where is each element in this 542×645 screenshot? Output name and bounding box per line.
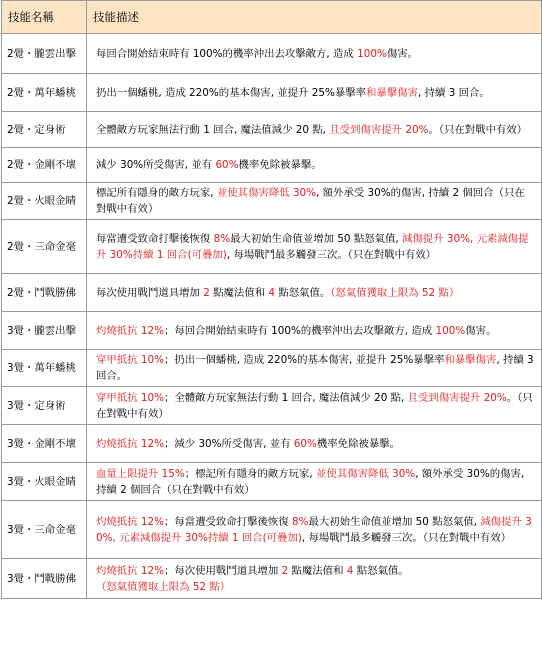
header-skill-name: 技能名稱 — [2, 1, 87, 34]
highlighted-text: 灼燒抵抗 12% — [96, 324, 164, 337]
skill-description-cell — [87, 387, 542, 425]
description-text: 每回合開始結束時有 100%的機率沖出去攻擊敵方, 造成 — [96, 47, 358, 60]
highlighted-text: 2 — [281, 564, 289, 577]
skill-name-cell: 3覺・朧雲出擊 — [2, 312, 87, 350]
table-row — [2, 463, 542, 501]
skill-name-cell: 3覺・火眼金睛 — [2, 463, 87, 501]
skill-name-cell: 2覺・三命金毫 — [2, 220, 87, 274]
table-row — [2, 501, 542, 559]
description-text: 傷害。 — [465, 324, 497, 337]
description-text: 。（只在對戰中有效） — [428, 123, 528, 136]
highlighted-text: 且受到傷害提升 20% — [407, 391, 507, 404]
highlighted-text: 60% — [215, 159, 239, 171]
table-row — [2, 148, 542, 183]
highlighted-text: 血量上限提升 15% — [96, 467, 185, 480]
description-text: , 額外承受 30%的傷害, 持續 2 個回合（只在對戰中有效） — [96, 467, 525, 496]
highlighted-text: 減傷提升 30%, 元素減傷提升 30%持續 1 回合(可疊加) — [96, 232, 529, 261]
description-text: 每當遭受致命打擊後恢復 — [96, 232, 214, 245]
skill-description-cell — [87, 34, 542, 74]
highlighted-text: 和暴擊傷害 — [444, 354, 497, 366]
skill-description-cell — [87, 501, 542, 559]
description-text: 。（只在對戰中有效） — [96, 391, 533, 420]
highlighted-text: 100% — [357, 47, 387, 60]
highlighted-text: 8% — [291, 515, 309, 528]
table-row — [2, 350, 542, 387]
skill-description-cell — [87, 148, 542, 183]
skill-name-cell: 3覺・萬年蟠桃 — [2, 350, 87, 387]
skill-name-cell: 3覺・三命金毫 — [2, 501, 87, 559]
skill-description-cell — [87, 274, 542, 312]
skill-name-cell: 2覺・定身術 — [2, 112, 87, 148]
description-text: 標記所有隱身的敵方玩家, — [96, 187, 217, 199]
description-text: ；減少 30%所受傷害, 並有 — [163, 437, 294, 450]
highlighted-text: 並使其傷害降低 30% — [316, 467, 416, 480]
table-row — [2, 34, 542, 74]
skill-description-cell — [87, 559, 542, 599]
table-row — [2, 559, 542, 599]
skill-description-cell — [87, 74, 542, 112]
highlighted-text: 穿甲抵抗 10% — [96, 391, 164, 404]
highlighted-text: 2 — [203, 286, 210, 299]
description-text: 傷害。 — [386, 47, 419, 60]
highlighted-text: 4 — [268, 286, 276, 299]
table-row — [2, 312, 542, 350]
table-row — [2, 183, 542, 220]
highlighted-text: 減傷提升 30%, 元素減傷提升 30%持續 1 回合(可疊加) — [96, 515, 532, 544]
skill-description-cell — [87, 183, 542, 220]
description-text: 扔出一個蟠桃, 造成 220%的基本傷害, 並提升 25%暴擊率 — [96, 86, 367, 99]
description-text: , 每場戰鬥最多觸發三次。（只在對戰中有效） — [226, 248, 437, 261]
highlighted-text: 100% — [435, 324, 466, 337]
description-text: 點怒氣值。 — [353, 564, 409, 577]
table-row — [2, 387, 542, 425]
highlighted-text: 8% — [213, 232, 231, 245]
description-text: ；每次使用戰鬥道具增加 — [163, 564, 282, 577]
description-text: 點魔法值和 — [288, 564, 347, 577]
description-text: 全體敵方玩家無法行動 1 回合, 魔法值減少 20 點, — [96, 123, 330, 136]
highlighted-text: （怒氣值獲取上限為 52 點） — [96, 580, 231, 593]
skill-description-cell — [87, 463, 542, 501]
description-text: 點魔法值和 — [209, 286, 269, 299]
description-text: , 持續 3 回合。 — [418, 86, 490, 99]
skill-name-cell: 3覺・鬥戰勝佛 — [2, 559, 87, 599]
skill-name-cell: 2覺・萬年蟠桃 — [2, 74, 87, 112]
description-text: , 額外承受 30%的傷害, 持續 2 個回合（只在對戰中有效） — [96, 187, 525, 215]
description-text: ；標記所有隱身的敵方玩家, — [184, 467, 317, 480]
skill-description-cell — [87, 350, 542, 387]
description-text: 每次使用戰鬥道具增加 — [96, 286, 204, 299]
highlighted-text: （怒氣值獲取上限為 52 點） — [330, 286, 460, 299]
description-text: ；扔出一個蟠桃, 造成 220%的基本傷害, 並提升 25%暴擊率 — [163, 354, 445, 366]
skill-description-cell — [87, 112, 542, 148]
skill-description-cell — [87, 220, 542, 274]
header-skill-description: 技能描述 — [87, 1, 542, 34]
highlighted-text: 且受到傷害提升 20% — [329, 123, 429, 136]
skill-name-cell: 3覺・定身術 — [2, 387, 87, 425]
table-row — [2, 220, 542, 274]
highlighted-text: 灼燒抵抗 12% — [96, 564, 164, 577]
description-text: 機率免除被暴擊。 — [316, 437, 401, 450]
skill-name-cell: 2覺・鬥戰勝佛 — [2, 274, 87, 312]
skill-name-cell: 2覺・火眼金睛 — [2, 183, 87, 220]
description-text: 減少 30%所受傷害, 並有 — [96, 159, 216, 171]
description-text: ；每當遭受致命打擊後恢復 — [163, 515, 292, 528]
description-text: , 持續 3 回合。 — [96, 354, 534, 382]
skill-description-cell — [87, 312, 542, 350]
skill-name-cell: 2覺・朧雲出擊 — [2, 34, 87, 74]
description-text: , 每場戰鬥最多觸發三次。（只在對戰中有效） — [301, 531, 512, 544]
highlighted-text: 灼燒抵抗 12% — [96, 515, 164, 528]
header-row — [2, 1, 542, 34]
skill-name-cell: 2覺・金剛不壞 — [2, 148, 87, 183]
skills-table-body — [2, 34, 542, 599]
description-text: 最大初始生命值並增加 50 點怒氣值, — [230, 232, 402, 245]
table-row — [2, 274, 542, 312]
description-text: 機率免除被暴擊。 — [238, 159, 322, 171]
description-text: 點怒氣值。 — [275, 286, 331, 299]
highlighted-text: 並使其傷害降低 30% — [216, 187, 317, 199]
highlighted-text: 60% — [293, 437, 317, 450]
table-row — [2, 425, 542, 463]
table-row — [2, 74, 542, 112]
highlighted-text: 穿甲抵抗 10% — [96, 354, 164, 366]
skills-table — [1, 0, 542, 599]
skill-name-cell: 3覺・金剛不壞 — [2, 425, 87, 463]
skill-description-cell — [87, 425, 542, 463]
highlighted-text: 4 — [346, 564, 354, 577]
highlighted-text: 和暴擊傷害 — [366, 86, 418, 99]
description-text: ；每回合開始結束時有 100%的機率沖出去攻擊敵方, 造成 — [163, 324, 436, 337]
table-row — [2, 112, 542, 148]
highlighted-text: 灼燒抵抗 12% — [96, 437, 164, 450]
description-text: ；全體敵方玩家無法行動 1 回合, 魔法值減少 20 點, — [163, 391, 408, 404]
description-text: 最大初始生命值並增加 50 點怒氣值, — [308, 515, 481, 528]
